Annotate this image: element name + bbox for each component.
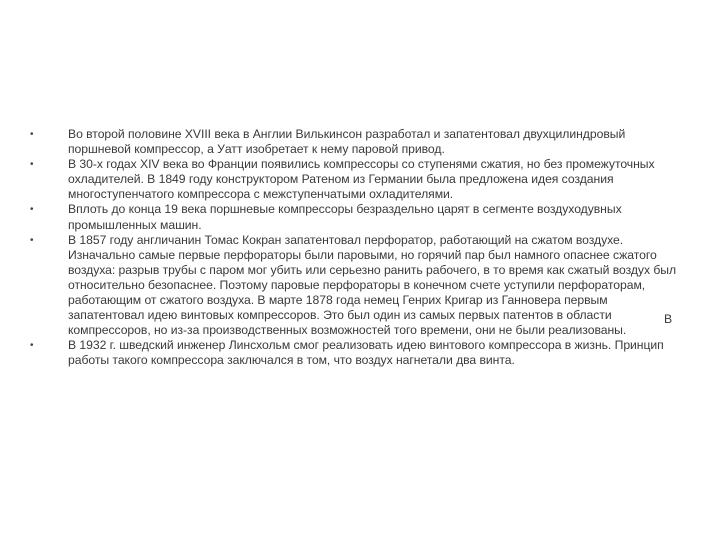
bullet-item [30, 338, 680, 368]
bullet-text: Вплоть до конца 19 века поршневые компрессоры безраздельно царят в сегменте воздуходувных промышленных машин. [68, 202, 622, 232]
margin-letter: В [664, 312, 673, 326]
bullet-list [30, 127, 680, 369]
bullet-icon: • [30, 129, 34, 140]
bullet-text: Во второй половине XVIII века в Англии Вилькинсон разработал и запатентовал двухцилиндровый поршневой компрессор, а Уатт изобретает к нему паровой привод. [68, 127, 626, 157]
bullet-text: В 1932 г. шведский инженер Линсхольм смог реализовать идею винтового компрессора в жизнь. Принцип работы такого компрессора заключался в том, что воздух нагнетали два винта. [68, 338, 664, 368]
bullet-text: В 30-х годах XIV века во Франции появились компрессоры со ступенями сжатия, но без промежуточных охладителей. В 1849 году конструктором Ратеном из Германии была предложена идея создания многоступенчатого компрессора с межступенчатыми охладителями. [68, 157, 655, 202]
bullet-text: В 1857 году англичанин Томас Кокран запатентовал перфоратор, работающий на сжатом воздухе. Изначально самые первые перфораторы были паровыми, но горячий пар был намного опаснее сжатого воздуха: разрыв трубы с паром мог убить или серьезно ранить рабочего, в то время как сжатый воздух был относительно безопаснее. Поэтому паровые перфораторы в конечном счете уступили перфораторам, работающим от сжатого воздуха. В марте 1878 года немец Генрих Кригар из Ганновера первым запатентовал идею винтовых компрессоров. Это был один из самых первых патентов в области компрессоров, но из-за производственных возможностей того времени, они не были реализованы. [68, 232, 677, 338]
bullet-icon: • [30, 234, 34, 246]
bullet-icon: • [30, 204, 34, 216]
bullet-item [30, 202, 680, 232]
bullet-item [30, 233, 680, 339]
bullet-item [30, 157, 680, 202]
bullet-icon: • [30, 159, 34, 171]
bullet-item [30, 127, 680, 157]
bullet-icon: • [30, 340, 34, 352]
